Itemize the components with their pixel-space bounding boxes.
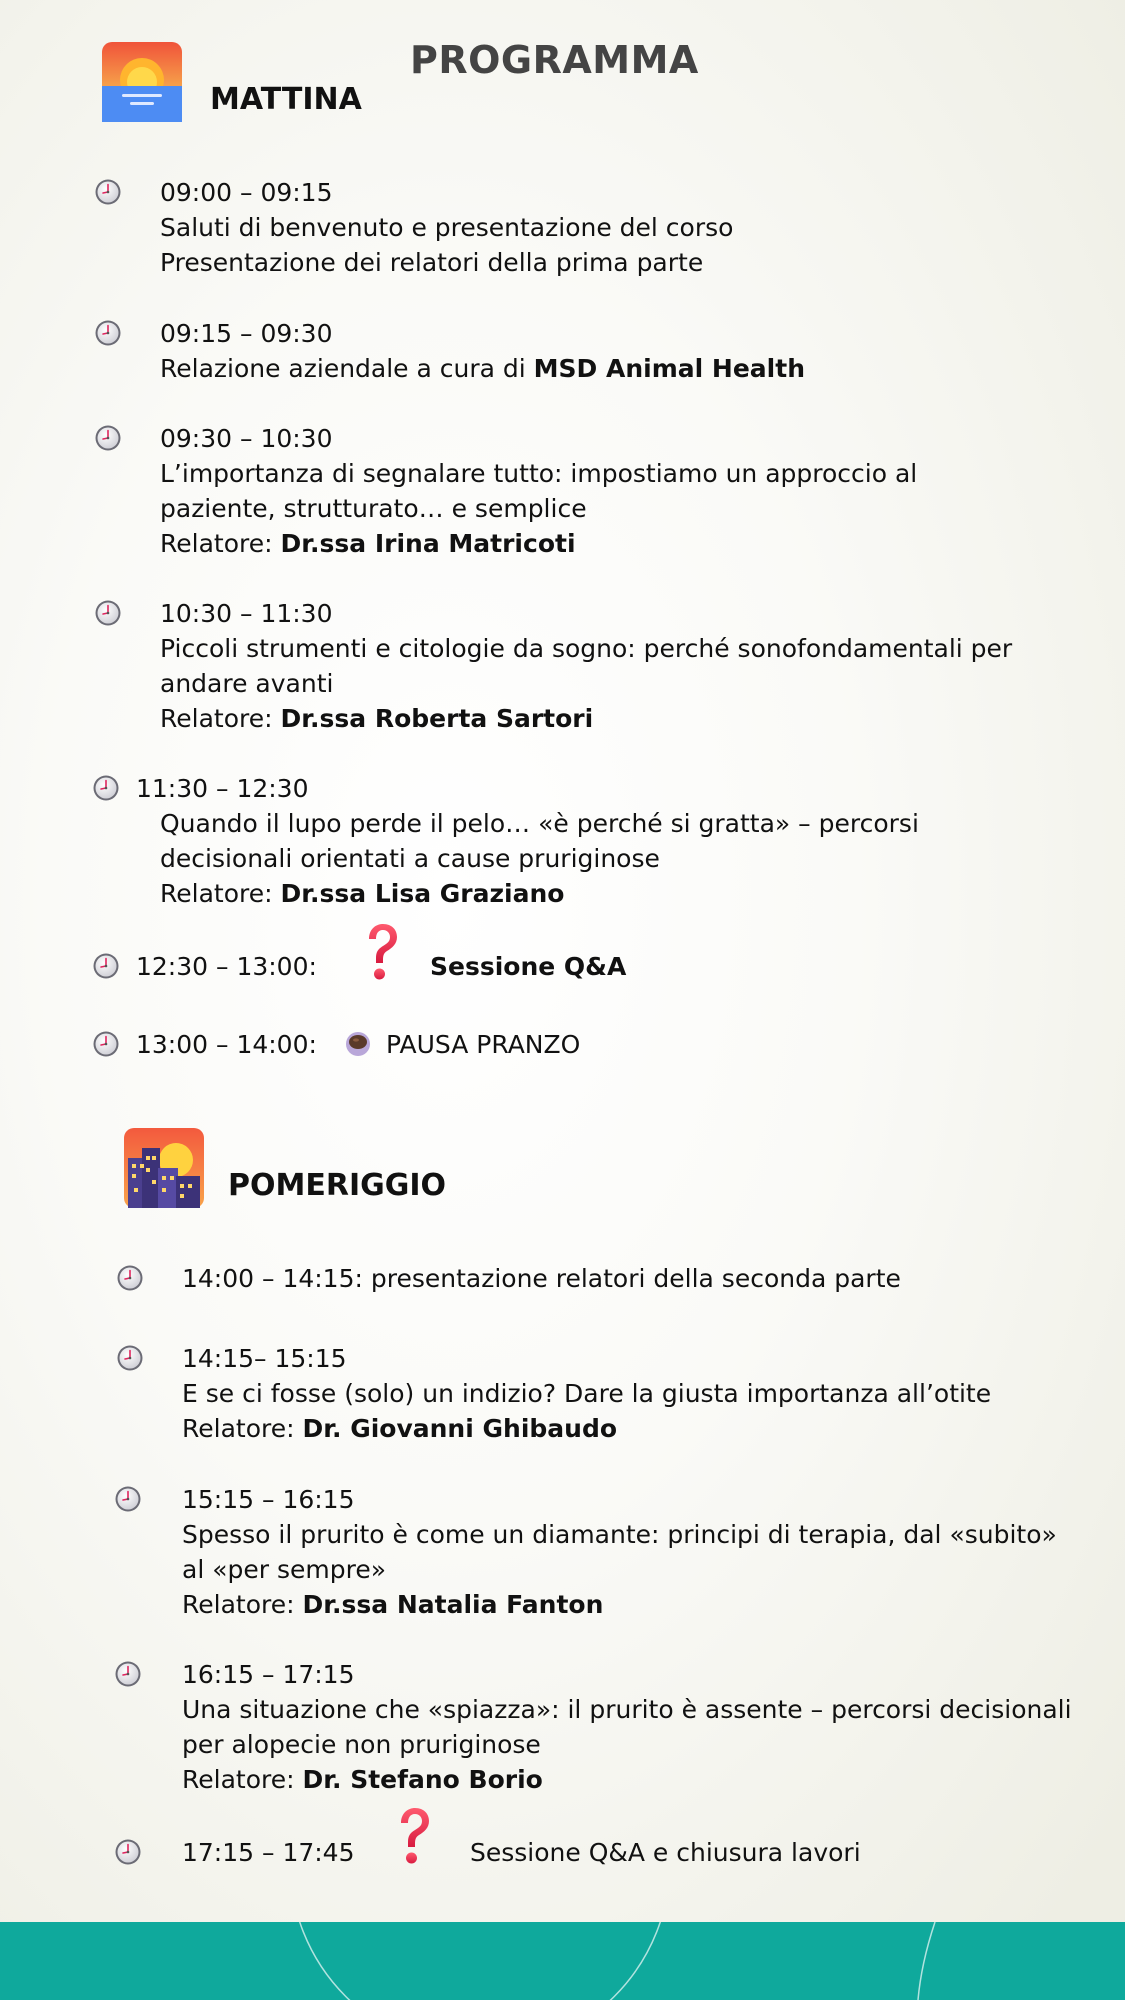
item-description: Piccoli strumenti e citologie da sogno: perché sonofondamentali per <box>160 634 1013 663</box>
item-time: 10:30 – 11:30 <box>160 599 333 628</box>
clock-icon <box>114 1660 142 1692</box>
speaker-name: Dr.ssa Irina Matricoti <box>280 529 576 558</box>
speaker-label: Relatore: <box>160 879 281 908</box>
item-description-prefix: Relazione aziendale a cura di <box>160 354 534 383</box>
clock-icon <box>92 774 120 806</box>
footer-band <box>0 1922 1125 2000</box>
clock-icon <box>92 952 120 984</box>
item-time: 13:00 – 14:00: <box>136 1030 317 1059</box>
sunrise-icon <box>102 42 182 126</box>
speaker-name: Dr. Stefano Borio <box>302 1765 543 1794</box>
speaker-name: Dr.ssa Lisa Graziano <box>280 879 565 908</box>
morning-heading: MATTINA <box>210 82 362 117</box>
clock-icon <box>114 1485 142 1517</box>
item-speaker <box>160 876 919 911</box>
item-description: al «per sempre» <box>182 1555 387 1584</box>
sponsor-name: MSD Animal Health <box>533 354 805 383</box>
clock-icon <box>94 424 122 456</box>
item-description: L’importanza di segnalare tutto: impostiamo un approccio al <box>160 459 918 488</box>
item-speaker <box>160 701 1012 736</box>
item-time: 15:15 – 16:15 <box>182 1485 355 1514</box>
item-time: 09:30 – 10:30 <box>160 424 333 453</box>
speaker-name: Dr. Giovanni Ghibaudo <box>302 1414 618 1443</box>
item-description: paziente, strutturato… e semplice <box>160 494 587 523</box>
speaker-label: Relatore: <box>182 1414 303 1443</box>
clock-icon <box>92 1030 120 1062</box>
speaker-label: Relatore: <box>160 529 281 558</box>
page-title: PROGRAMMA <box>410 38 699 82</box>
item-speaker <box>182 1411 991 1446</box>
item-description: andare avanti <box>160 669 334 698</box>
clock-icon <box>94 599 122 631</box>
lunch-break-label: PAUSA PRANZO <box>386 1030 581 1059</box>
item-speaker <box>160 526 917 561</box>
speaker-label: Relatore: <box>182 1590 303 1619</box>
item-time: 09:00 – 09:15 <box>160 178 333 207</box>
clock-icon <box>94 319 122 351</box>
schedule-item <box>160 421 917 561</box>
schedule-item <box>182 1341 991 1446</box>
item-time: 17:15 – 17:45 <box>182 1838 355 1867</box>
clock-icon <box>116 1344 144 1376</box>
schedule-item <box>160 806 919 911</box>
item-description: per alopecie non pruriginose <box>182 1730 541 1759</box>
speaker-name: Dr.ssa Natalia Fanton <box>302 1590 604 1619</box>
afternoon-heading: POMERIGGIO <box>228 1168 447 1203</box>
item-description <box>160 351 805 386</box>
clock-icon <box>114 1838 142 1870</box>
item-description: Quando il lupo perde il pelo… «è perché si gratta» – percorsi <box>160 809 919 838</box>
speaker-label: Relatore: <box>160 704 281 733</box>
item-speaker <box>182 1762 1072 1797</box>
schedule-item <box>160 596 1012 736</box>
item-time: 11:30 – 12:30 <box>136 774 309 803</box>
item-description: E se ci fosse (solo) un indizio? Dare la giusta importanza all’otite <box>182 1379 992 1408</box>
item-description: decisionali orientati a cause pruriginose <box>160 844 660 873</box>
city-sunset-icon <box>124 1128 204 1212</box>
item-description: Spesso il prurito è come un diamante: principi di terapia, dal «subito» <box>182 1520 1057 1549</box>
schedule-item <box>160 175 733 280</box>
qa-closing-label: Sessione Q&A e chiusura lavori <box>470 1838 861 1867</box>
item-description: Presentazione dei relatori della prima parte <box>160 248 704 277</box>
question-mark-icon <box>362 922 402 988</box>
item-speaker <box>182 1587 1057 1622</box>
item-time: 16:15 – 17:15 <box>182 1660 355 1689</box>
speaker-label: Relatore: <box>182 1765 303 1794</box>
clock-icon <box>116 1264 144 1296</box>
item-description: 14:00 – 14:15: presentazione relatori della seconda parte <box>182 1264 901 1293</box>
clock-icon <box>94 178 122 210</box>
schedule-item <box>182 1482 1057 1622</box>
footer-decoration <box>0 1922 1125 2000</box>
item-time: 12:30 – 13:00: <box>136 952 317 981</box>
speaker-name: Dr.ssa Roberta Sartori <box>280 704 594 733</box>
schedule-item <box>160 316 805 386</box>
coffee-cup-icon <box>344 1030 372 1062</box>
qa-session-label: Sessione Q&A <box>430 952 627 981</box>
item-description: Saluti di benvenuto e presentazione del corso <box>160 213 734 242</box>
item-time: 09:15 – 09:30 <box>160 319 333 348</box>
item-time: 14:15– 15:15 <box>182 1344 347 1373</box>
question-mark-icon <box>394 1806 434 1872</box>
schedule-item <box>182 1657 1072 1797</box>
item-description: Una situazione che «spiazza»: il prurito è assente – percorsi decisionali <box>182 1695 1072 1724</box>
